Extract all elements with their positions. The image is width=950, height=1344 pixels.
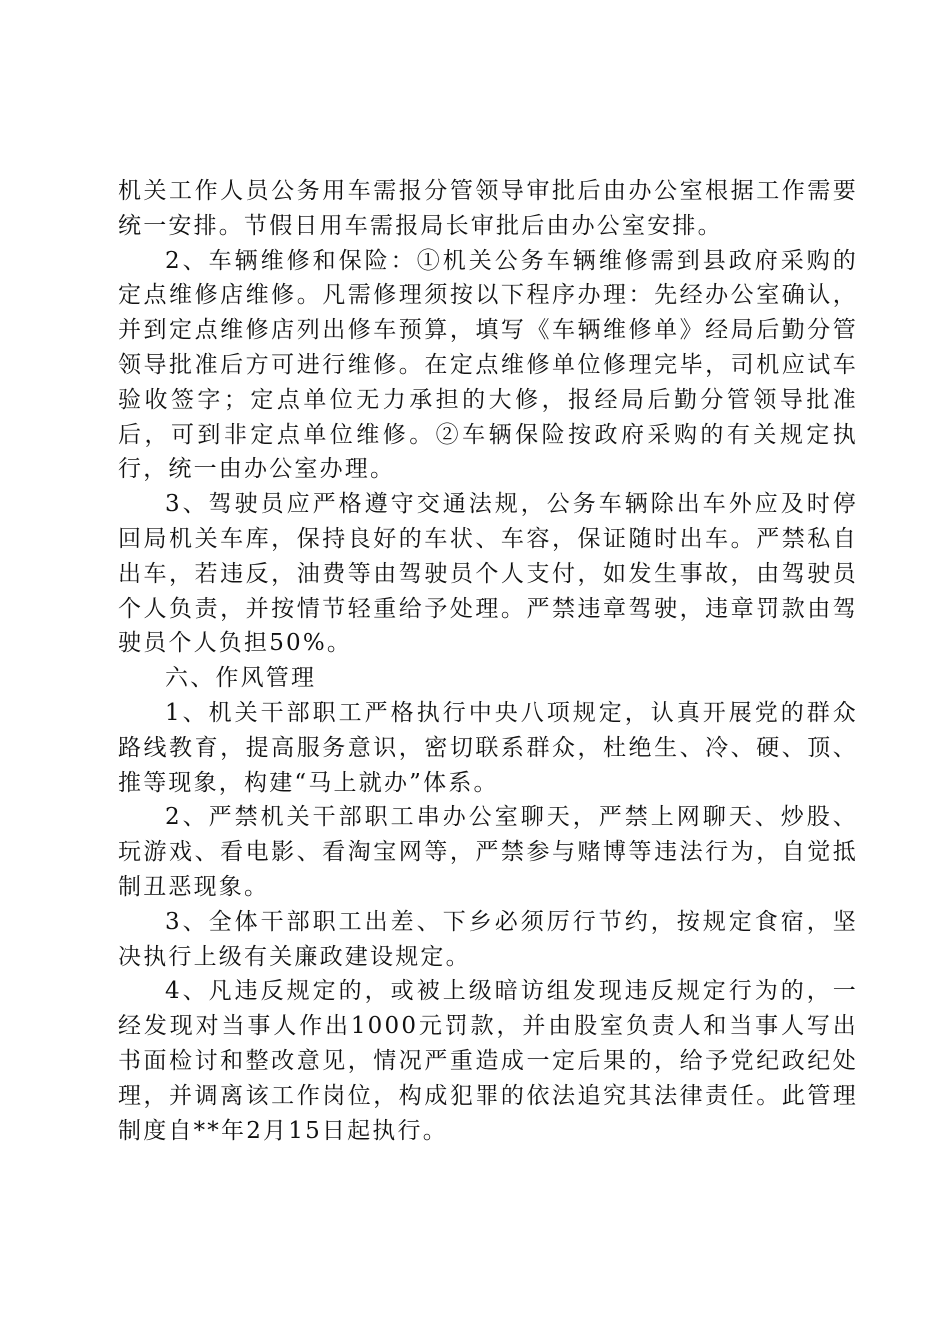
paragraph-vehicle-maintenance: 2、车辆维修和保险：①机关公务车辆维修需到县政府采购的定点维修店维修。凡需修理须按以下程序办理：先经办公室确认，并到定点维修店列出修车预算，填写《车辆维修单》经局后勤分管领导批准后方可进行维修。在定点维修单位修理完毕，司机应试车验收签字；定点单位无力承担的大修，报经局后勤分管领导批准后，可到非定点单位维修。②车辆保险按政府采购的有关规定执行，统一由办公室办理。	[118, 247, 858, 483]
paragraph-business-travel: 3、全体干部职工出差、下乡必须厉行节约，按规定食宿，坚决执行上级有关廉政建设规定。	[118, 908, 858, 970]
paragraph-violations: 4、凡违反规定的，或被上级暗访组发现违反规定行为的，一经发现对当事人作出1000元罚款，并由股室负责人和当事人写出书面检讨和整改意见，情况严重造成一定后果的，给予党纪政纪处理，并调离该工作岗位，构成犯罪的依法追究其法律责任。此管理制度自**年2月15日起执行。	[118, 978, 858, 1144]
paragraph-driver-rules: 3、驾驶员应严格遵守交通法规，公务车辆除出车外应及时停回局机关车库，保持良好的车状、车容，保证随时出车。严禁私自出车，若违反，油费等由驾驶员个人支付，如发生事故，由驾驶员个人负责，并按情节轻重给予处理。严禁违章驾驶，违章罚款由驾驶员个人负担50%。	[118, 491, 858, 657]
document-body	[118, 174, 858, 1148]
paragraph-office-prohibitions: 2、严禁机关干部职工串办公室聊天，严禁上网聊天、炒股、玩游戏、看电影、看淘宝网等，严禁参与赌博等违法行为，自觉抵制丑恶现象。	[118, 804, 858, 900]
paragraph-vehicle-dispatch: 机关工作人员公务用车需报分管领导审批后由办公室根据工作需要统一安排。节假日用车需报局长审批后由办公室安排。	[118, 178, 858, 239]
section-heading-work-style: 六、作风管理	[165, 665, 317, 692]
paragraph-eight-rules: 1、机关干部职工严格执行中央八项规定，认真开展党的群众路线教育，提高服务意识，密切联系群众，杜绝生、冷、硬、顶、推等现象，构建“马上就办”体系。	[118, 699, 858, 796]
